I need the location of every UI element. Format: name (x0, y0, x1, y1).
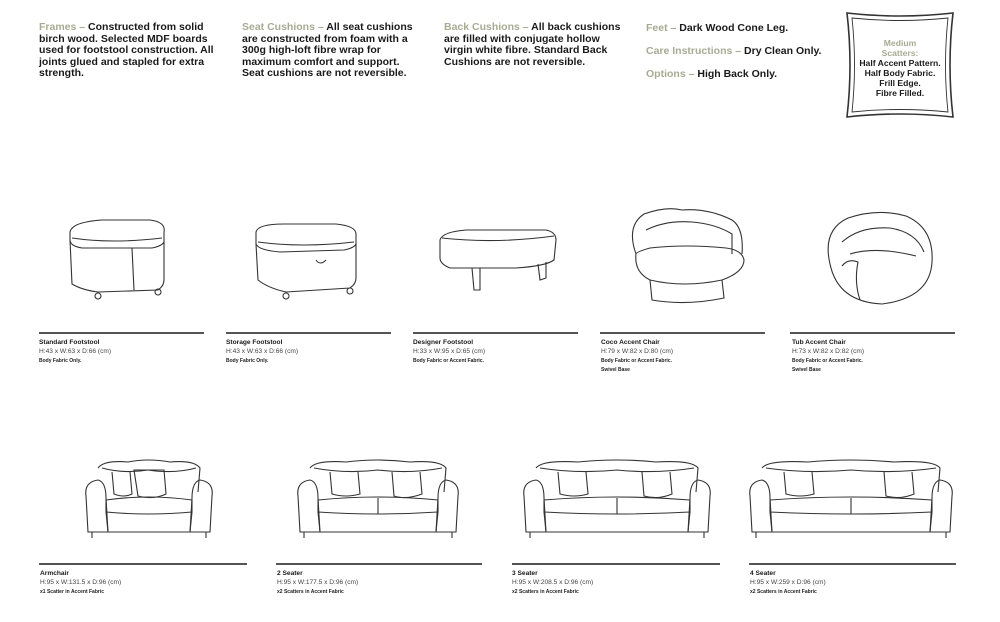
scatter-line-2: Half Body Fabric. (864, 68, 936, 78)
product-dimensions: H:43 x W:63 x D:66 (cm) (226, 348, 299, 355)
standard-footstool-icon (62, 212, 172, 304)
product-dimensions: H:33 x W:95 x D:65 (cm) (413, 348, 486, 355)
armchair-icon (84, 458, 214, 542)
divider-1 (39, 332, 204, 334)
product-standard-footstool (39, 338, 111, 366)
spec-care-label: Care Instructions (646, 45, 733, 57)
spec-care-text: Dry Clean Only. (744, 45, 822, 57)
spec-feet-text: Dark Wood Cone Leg. (679, 22, 789, 34)
product-note: x2 Scatters in Accent Fabric (750, 589, 817, 595)
spec-feet (646, 22, 788, 34)
product-tub-accent-chair (792, 338, 864, 375)
spec-back-cushions (444, 22, 626, 68)
spec-back-text: All back cushions are filled with conjugate hollow virgin white fibre. Standard Back Cushions are not reversible. (444, 21, 621, 68)
product-name: Standard Footstool (39, 339, 100, 346)
spec-seat-label: Seat Cushions (242, 21, 315, 33)
spec-seat-cushions (242, 22, 424, 80)
product-name: 4 Seater (750, 570, 776, 577)
spec-frames (39, 22, 229, 80)
product-armchair (40, 569, 121, 597)
product-name: Designer Footstool (413, 339, 474, 346)
scatter-title-2: Scatters: (881, 48, 919, 58)
divider-6 (39, 563, 247, 565)
spec-back-label: Back Cushions (444, 21, 520, 33)
spec-frames-text: Constructed from solid birch wood. Selected MDF boards used for footstool construction. All joints glued and stapled for extra strength. (39, 21, 214, 80)
spec-frames-dash: – (79, 21, 86, 33)
spec-care (646, 45, 821, 57)
scatter-cushion (843, 11, 957, 119)
designer-footstool-icon (436, 222, 560, 300)
product-note: Body Fabric or Accent Fabric. (792, 358, 863, 364)
divider-8 (512, 563, 720, 565)
2-seater-icon (296, 458, 460, 542)
product-note: x1 Scatter in Accent Fabric (40, 589, 105, 595)
divider-4 (600, 332, 765, 334)
spec-options-text: High Back Only. (697, 68, 778, 80)
coco-accent-chair-icon (626, 206, 752, 306)
storage-footstool-icon (250, 218, 362, 304)
product-dimensions: H:95 x W:208.5 x D:96 (cm) (512, 579, 594, 586)
product-name: Storage Footstool (226, 339, 283, 346)
scatter-text (849, 38, 951, 98)
divider-5 (790, 332, 955, 334)
spec-back-dash: – (522, 21, 529, 33)
product-name: Tub Accent Chair (792, 339, 846, 346)
spec-options-dash: – (688, 68, 695, 80)
product-note-2: Swivel Base (792, 367, 821, 373)
spec-care-dash: – (735, 45, 742, 57)
product-note: Body Fabric Only. (226, 358, 269, 364)
scatter-line-1: Half Accent Pattern. (859, 58, 941, 68)
divider-3 (413, 332, 578, 334)
product-dimensions: H:73 x W:82 x D:82 (cm) (792, 348, 865, 355)
product-4-seater (750, 569, 826, 597)
product-note: x2 Scatters in Accent Fabric (512, 589, 579, 595)
spec-options (646, 68, 777, 80)
product-note: x2 Scatters in Accent Fabric (277, 589, 344, 595)
divider-9 (749, 563, 956, 565)
product-3-seater (512, 569, 593, 597)
product-name: Armchair (40, 570, 69, 577)
spec-seat-dash: – (317, 21, 324, 33)
product-note-2: Swivel Base (601, 367, 630, 373)
scatter-line-4: Fibre Filled. (875, 88, 925, 98)
product-2-seater (277, 569, 358, 597)
spec-feet-label: Feet (646, 22, 668, 34)
product-name: 3 Seater (512, 570, 538, 577)
product-coco-accent-chair (601, 338, 673, 375)
product-name: Coco Accent Chair (601, 339, 660, 346)
spec-frames-label: Frames (39, 21, 77, 33)
product-designer-footstool (413, 338, 485, 366)
tub-accent-chair-icon (820, 208, 938, 308)
product-note: Body Fabric or Accent Fabric. (601, 358, 672, 364)
scatter-line-3: Frill Edge. (879, 78, 921, 88)
product-note: Body Fabric Only. (39, 358, 82, 364)
spec-seat-text: All seat cushions are constructed from foam with a 300g high-loft fibre wrap for maximum comfort and support. Seat cushions are not reversible. (242, 21, 413, 80)
product-note: Body Fabric or Accent Fabric. (413, 358, 484, 364)
product-storage-footstool (226, 338, 298, 366)
product-dimensions: H:95 x W:177.5 x D:96 (cm) (277, 579, 359, 586)
product-name: 2 Seater (277, 570, 303, 577)
product-dimensions: H:95 x W:259 x D:96 (cm) (750, 579, 826, 586)
product-dimensions: H:79 x W:82 x D:80 (cm) (601, 348, 674, 355)
divider-7 (276, 563, 482, 565)
product-dimensions: H:43 x W:63 x D:66 (cm) (39, 348, 112, 355)
spec-options-label: Options (646, 68, 686, 80)
4-seater-icon (748, 458, 954, 542)
product-dimensions: H:95 x W:131.5 x D:96 (cm) (40, 579, 122, 586)
divider-2 (226, 332, 391, 334)
3-seater-icon (522, 458, 712, 542)
spec-feet-dash: – (670, 22, 677, 34)
scatter-title-1: Medium (883, 38, 917, 48)
